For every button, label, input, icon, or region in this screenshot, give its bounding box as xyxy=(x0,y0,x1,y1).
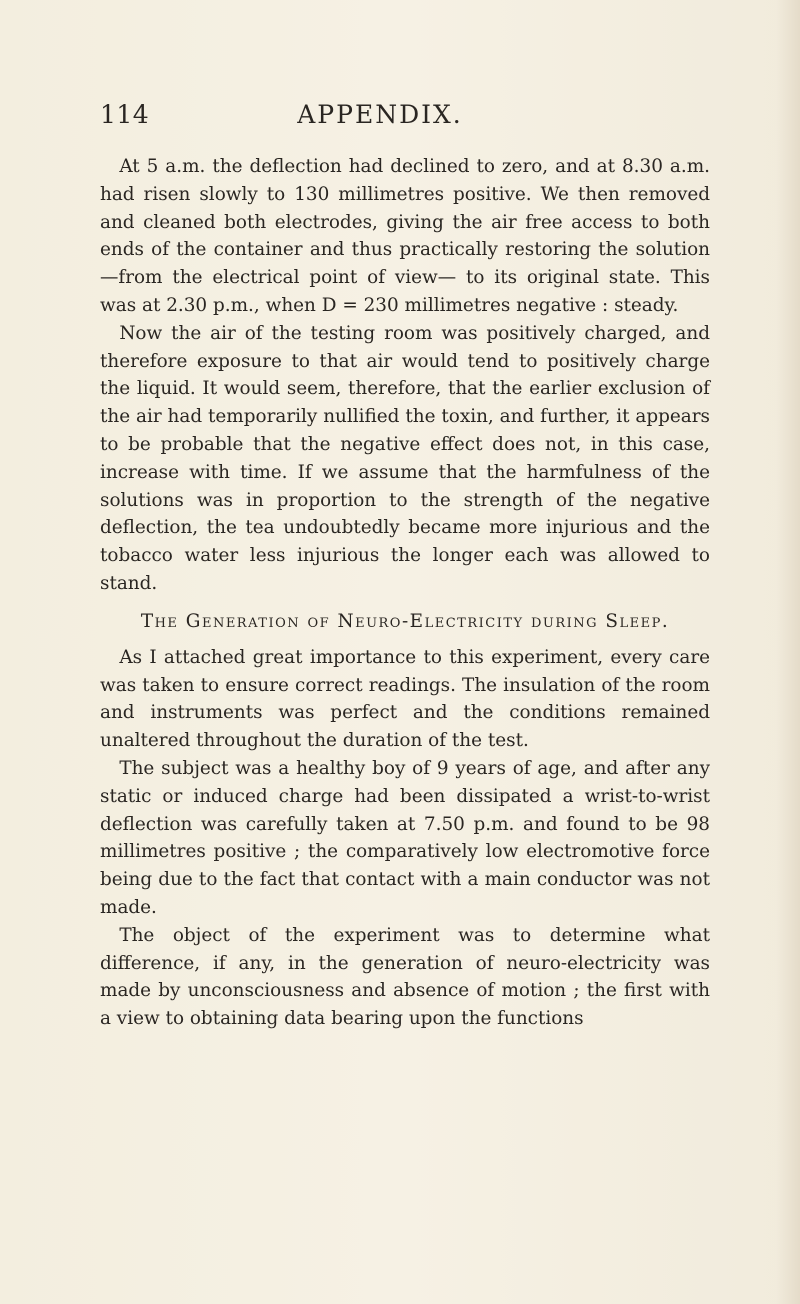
page-edge-shadow xyxy=(776,0,800,1304)
paragraph-3: As I attached great importance to this experiment, every care was taken to ensure correct readings. The insulation of the room and instruments was perfect and the conditions remained unaltered throughout the duration of the test. xyxy=(100,646,710,752)
page-body xyxy=(100,153,710,1033)
paragraph-4: The subject was a healthy boy of 9 years of age, and after any static or induced charge had been dissipated a wrist-to-wrist deflection was carefully taken at 7.50 p.m. and found to be 98 millimetres positive ; the comparatively low electromotive force being due to the fact that contact with a main conductor was not made. xyxy=(100,757,710,918)
running-head: APPENDIX. xyxy=(297,100,463,129)
section-heading: The Generation of Neuro-Electricity during Sleep. xyxy=(140,610,670,632)
paragraph-5: The object of the experiment was to determine what difference, if any, in the generation of neuro-electricity was made by unconsciousness and absence of motion ; the first with a view to obtaining data bearing upon the functions xyxy=(100,924,710,1030)
paragraph-2: Now the air of the testing room was positively charged, and therefore exposure to that air would tend to positively charge the liquid. It would seem, therefore, that the earlier exclusion of the air had temporarily nullified the toxin, and further, it appears to be probable that the negative effect does not, in this case, increase with time. If we assume that the harmfulness of the solutions was in proportion to the strength of the negative deflection, the tea undoubtedly became more injurious and the tobacco water less injurious the longer each was allowed to stand. xyxy=(100,322,710,594)
page-header xyxy=(100,100,660,140)
page-number: 114 xyxy=(100,100,150,129)
paragraph-1: At 5 a.m. the deflection had declined to zero, and at 8.30 a.m. had risen slowly to 130 millimetres positive. We then removed and cleaned both electrodes, giving the air free access to both ends of the container and thus practically restoring the solution—from the electrical point of view— to its original state. This was at 2.30 p.m., when D = 230 millimetres negative : steady. xyxy=(100,156,710,316)
